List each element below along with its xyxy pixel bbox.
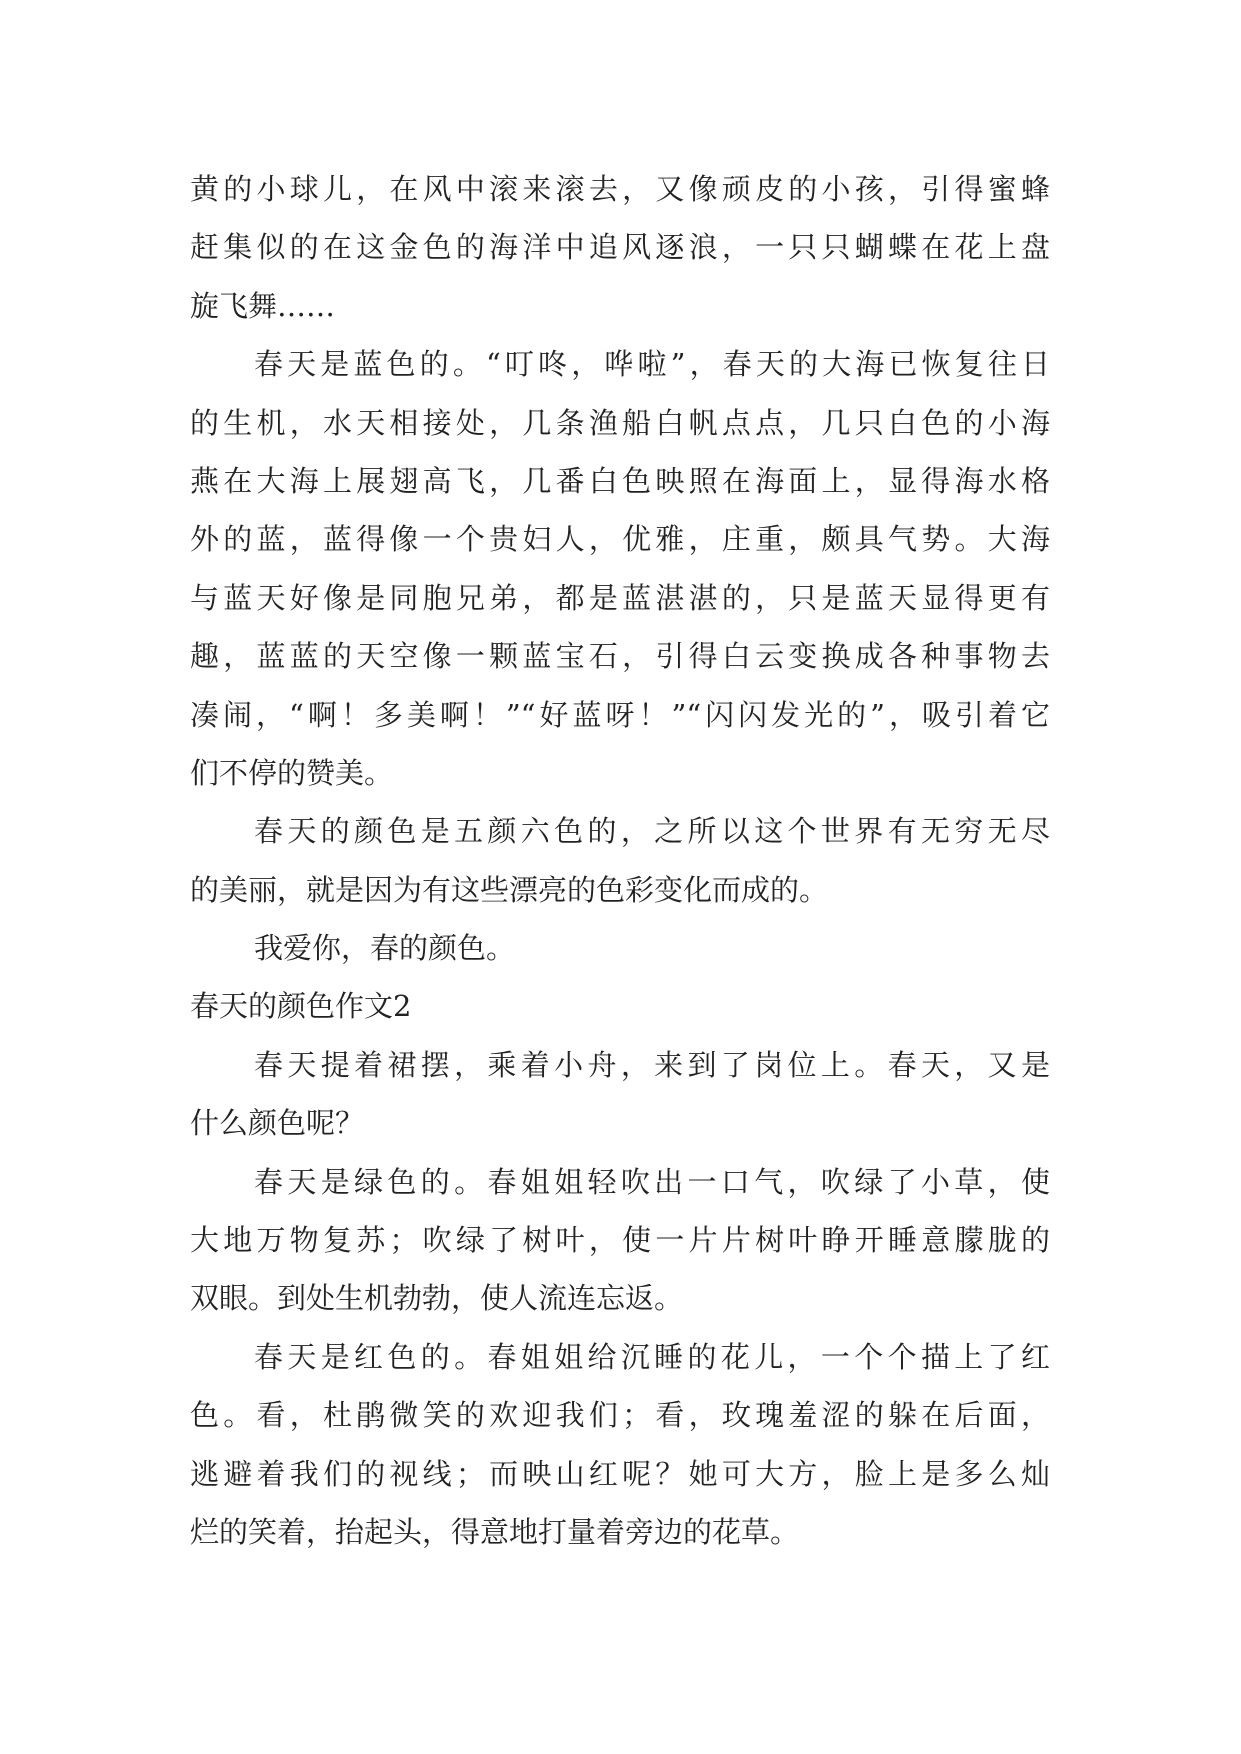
text-line: 凑闹，“啊！多美啊！”“好蓝呀！”“闪闪发光的”，吸引着它 [190,697,1050,732]
text-line: 的生机，水天相接处，几条渔船白帆点点，几只白色的小海 [190,405,1050,440]
text-line: 双眼。到处生机勃勃，使人流连忘返。 [190,1281,684,1316]
section-heading: 春天的颜色作文2 [190,989,412,1024]
paragraph-first-line: 春天是绿色的。春姐姐轻吹出一口气，吹绿了小草，使 [254,1164,1050,1199]
paragraph-first-line: 春天的颜色是五颜六色的，之所以这个世界有无穷无尽 [254,814,1050,849]
text-line: 黄的小球儿，在风中滚来滚去，又像顽皮的小孩，引得蜜蜂 [190,172,1050,206]
text-line: 外的蓝，蓝得像一个贵妇人，优雅，庄重，颇具气势。大海 [190,522,1050,557]
text-line: 赶集似的在这金色的海洋中追风逐浪，一只只蝴蝶在花上盘 [190,230,1050,265]
text-line: 烂的笑着，抬起头，得意地打量着旁边的花草。 [190,1514,800,1549]
paragraph-first-line: 我爱你，春的颜色。 [254,931,516,966]
document-body [190,160,1050,1561]
paragraph-first-line: 春天是蓝色的。“叮咚，哗啦”，春天的大海已恢复往日 [254,347,1050,382]
text-line: 们不停的赞美。 [190,755,394,790]
text-line: 燕在大海上展翅高飞，几番白色映照在海面上，显得海水格 [190,463,1050,498]
text-line: 什么颜色呢？ [190,1106,365,1141]
paragraph-first-line: 春天是红色的。春姐姐给沉睡的花儿，一个个描上了红 [254,1339,1050,1374]
text-line: 逃避着我们的视线；而映山红呢？她可大方，脸上是多么灿 [190,1456,1050,1491]
text-line: 与蓝天好像是同胞兄弟，都是蓝湛湛的，只是蓝天显得更有 [190,580,1050,615]
text-line: 的美丽，就是因为有这些漂亮的色彩变化而成的。 [190,872,829,907]
text-line: 大地万物复苏；吹绿了树叶，使一片片树叶睁开睡意朦胧的 [190,1223,1050,1258]
paragraph-first-line: 春天提着裙摆，乘着小舟，来到了岗位上。春天，又是 [254,1047,1050,1082]
text-line: 趣，蓝蓝的天空像一颗蓝宝石，引得白云变换成各种事物去 [190,639,1050,674]
text-line: 旋飞舞…… [190,288,336,323]
text-line: 色。看，杜鹃微笑的欢迎我们；看，玫瑰羞涩的躲在后面， [190,1398,1050,1433]
